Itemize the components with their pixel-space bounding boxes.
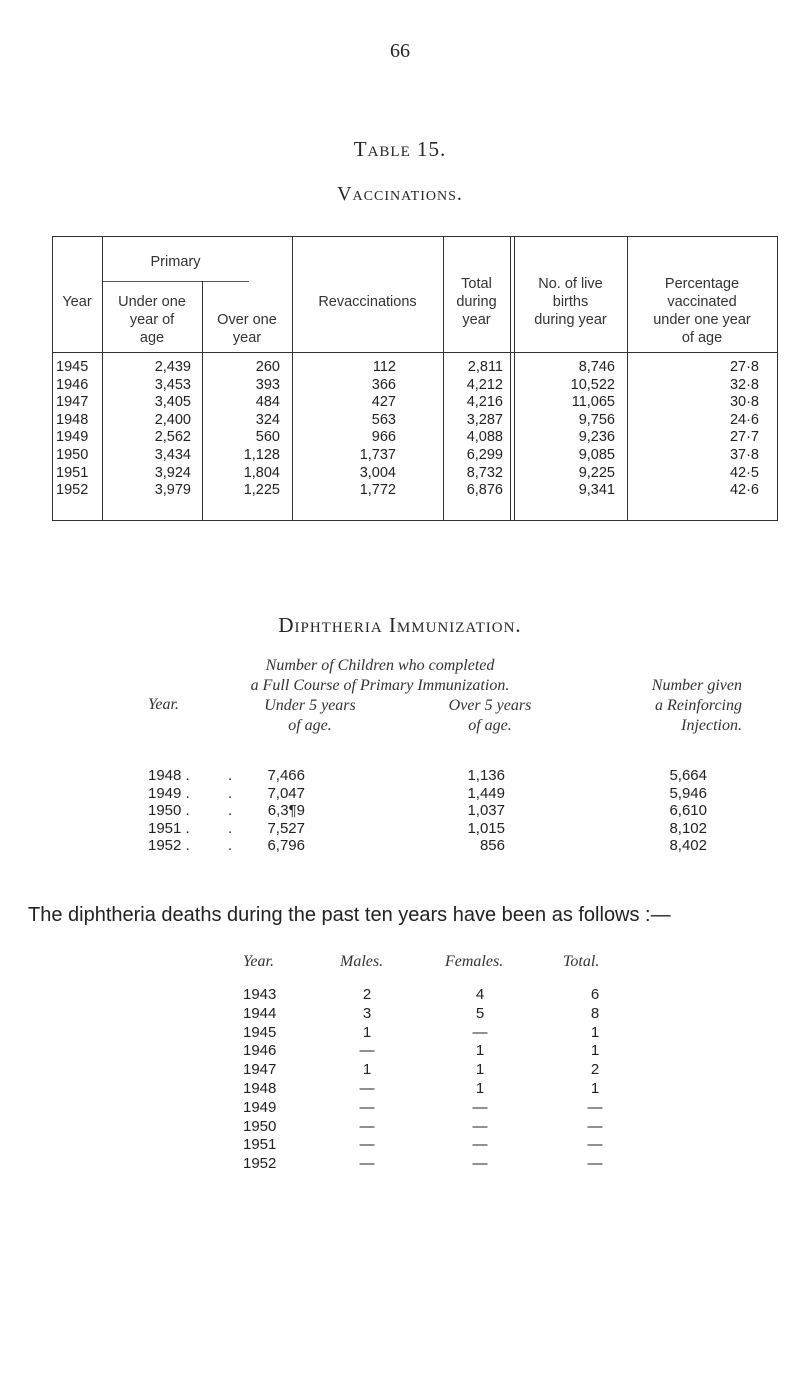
death-cell-males: 2: [362, 986, 372, 1003]
cell-over-one: 393: [255, 376, 280, 393]
death-cell-total: 1: [590, 1023, 600, 1041]
header-line: Over one: [217, 312, 277, 328]
heading-line: a Full Course of Primary Immunization.: [250, 677, 510, 694]
diph-cell-under5: 6,3¶9: [267, 802, 305, 820]
heading-line: Injection.: [681, 717, 742, 734]
cell-revaccinations: 1,737: [359, 447, 396, 463]
death-cell-year: 1948: [243, 1080, 277, 1097]
header-line: age: [139, 330, 165, 346]
death-cell-males: —: [359, 1117, 375, 1135]
diphtheria-col-reinforcing: [592, 676, 742, 736]
cell-over-one: 1,225: [243, 482, 280, 499]
cell-year: 1945: [56, 359, 89, 375]
cell-percentage: 42·5: [729, 464, 759, 481]
cell-percentage: 30·8: [729, 394, 759, 411]
col-line: [52, 236, 53, 521]
diph-cell-year: 1948 .: [148, 767, 190, 784]
diph-cell-dot: .: [228, 784, 233, 802]
cell-births: 9,225: [578, 464, 615, 481]
death-cell-total: 2: [590, 1061, 600, 1079]
deaths-col-year: Year.: [243, 953, 274, 970]
death-cell-total: 1: [590, 1080, 600, 1097]
col-line: [777, 236, 778, 521]
diph-cell-year: 1951 .: [148, 819, 190, 837]
death-cell-year: 1947: [243, 1061, 277, 1079]
header-line: under one year: [653, 312, 751, 328]
cell-over-one: 260: [255, 359, 280, 375]
heading-line: a Reinforcing: [655, 697, 742, 714]
cell-births: 9,085: [578, 447, 615, 463]
diph-cell-under5: 7,466: [267, 767, 305, 784]
cell-year: 1948: [56, 411, 89, 428]
header-line: year: [232, 330, 262, 346]
cell-percentage: 42·6: [729, 482, 759, 499]
cell-percentage: 27·7: [729, 429, 759, 446]
diph-cell-over5: 1,015: [467, 819, 505, 837]
death-cell-females: 1: [475, 1080, 485, 1097]
page-number: 66: [390, 40, 410, 62]
diphtheria-group-heading: [180, 656, 580, 696]
death-cell-males: 1: [362, 1061, 372, 1079]
diph-cell-year: 1950 .: [148, 802, 190, 820]
cell-under-one: 3,979: [154, 482, 191, 499]
table-title: Table 15.: [353, 137, 447, 161]
diph-cell-reinforcing: 5,946: [669, 784, 707, 802]
cell-revaccinations: 112: [372, 359, 396, 375]
cell-births: 8,746: [578, 359, 615, 375]
table-border-bottom: [52, 520, 778, 521]
header-line: Under one: [118, 294, 186, 310]
death-cell-year: 1949: [243, 1098, 277, 1116]
cell-percentage: 37·8: [729, 447, 759, 463]
death-cell-females: 5: [475, 1004, 485, 1022]
header-line: of age: [681, 330, 723, 346]
death-cell-females: —: [472, 1023, 488, 1041]
death-cell-females: 1: [475, 1061, 485, 1079]
cell-over-one: 484: [255, 394, 280, 411]
death-cell-total: 8: [590, 1004, 600, 1022]
cell-year: 1949: [56, 429, 89, 446]
header-line: year of: [129, 312, 175, 328]
cell-under-one: 3,434: [154, 447, 191, 463]
header-percentage: [627, 275, 777, 347]
cell-total: 3,287: [466, 411, 503, 428]
col-line: [510, 236, 511, 521]
diph-cell-under5: 7,047: [267, 784, 305, 802]
death-cell-males: —: [359, 1136, 375, 1154]
deaths-col-females: Females.: [445, 953, 504, 970]
death-cell-females: —: [472, 1098, 488, 1116]
cell-year: 1950: [56, 447, 89, 463]
header-year: Year: [62, 294, 92, 310]
cell-total: 4,212: [466, 376, 503, 393]
cell-percentage: 27·8: [729, 359, 759, 375]
diph-cell-reinforcing: 8,102: [669, 819, 707, 837]
deaths-col-males: Males.: [340, 953, 384, 970]
cell-births: 11,065: [571, 394, 615, 411]
header-line: Percentage: [664, 276, 740, 292]
cell-revaccinations: 3,004: [359, 464, 396, 481]
diph-cell-under5: 7,527: [267, 819, 305, 837]
cell-births: 9,341: [578, 482, 615, 499]
cell-over-one: 1,128: [243, 447, 280, 463]
death-cell-total: —: [587, 1117, 603, 1135]
cell-over-one: 1,804: [243, 464, 280, 481]
deaths-col-total: Total.: [563, 953, 600, 970]
death-cell-total: —: [587, 1136, 603, 1154]
header-under-one: [102, 293, 202, 347]
death-cell-males: —: [359, 1098, 375, 1116]
heading-line: Over 5 years: [448, 697, 532, 714]
cell-total: 6,876: [466, 482, 503, 499]
diph-cell-year: 1952 .: [148, 837, 190, 855]
cell-year: 1947: [56, 394, 89, 411]
header-line: Total: [461, 276, 492, 292]
cell-revaccinations: 366: [371, 376, 396, 393]
death-cell-males: 3: [362, 1004, 372, 1022]
death-cell-year: 1952: [243, 1155, 277, 1173]
diph-cell-dot: .: [228, 802, 233, 820]
death-cell-males: 1: [362, 1023, 372, 1041]
death-cell-females: —: [472, 1155, 488, 1173]
diph-cell-reinforcing: 5,664: [669, 767, 707, 784]
death-cell-males: —: [359, 1080, 375, 1097]
diph-cell-over5: 856: [479, 837, 505, 855]
death-cell-total: —: [587, 1098, 603, 1116]
cell-revaccinations: 966: [371, 429, 396, 446]
header-revaccinations: Revaccinations: [318, 294, 417, 310]
death-cell-total: 6: [590, 986, 600, 1003]
heading-line: of age.: [468, 717, 512, 734]
cell-total: 8,732: [466, 464, 503, 481]
header-primary: Primary: [150, 254, 201, 270]
death-cell-females: —: [472, 1136, 488, 1154]
cell-under-one: 2,400: [154, 411, 191, 428]
death-cell-year: 1944: [243, 1004, 277, 1022]
primary-divider: [102, 281, 249, 282]
cell-revaccinations: 427: [371, 394, 396, 411]
cell-under-one: 3,405: [154, 394, 191, 411]
death-cell-females: 4: [475, 986, 485, 1003]
heading-line: Number given: [651, 677, 742, 694]
header-live-births: [514, 275, 627, 329]
diph-cell-over5: 1,037: [467, 802, 505, 820]
diphtheria-col-over5: [430, 696, 550, 736]
header-line: year: [462, 312, 491, 328]
header-over-one: [202, 311, 292, 347]
cell-percentage: 24·6: [729, 411, 759, 428]
header-line: during: [456, 294, 497, 310]
cell-total: 4,088: [466, 429, 503, 446]
diph-cell-dot: .: [228, 819, 233, 837]
cell-under-one: 3,924: [154, 464, 191, 481]
death-cell-females: 1: [475, 1042, 485, 1060]
diph-cell-dot: .: [228, 837, 233, 855]
cell-births: 9,756: [578, 411, 615, 428]
diph-cell-reinforcing: 6,610: [669, 802, 707, 820]
cell-year: 1951: [56, 464, 89, 481]
header-divider: [52, 352, 778, 353]
table-border-top: [52, 236, 778, 237]
cell-year: 1946: [56, 376, 89, 393]
cell-revaccinations: 563: [371, 411, 396, 428]
header-line: No. of live: [538, 276, 603, 292]
death-cell-males: —: [359, 1155, 375, 1173]
diph-cell-year: 1949 .: [148, 784, 190, 802]
death-cell-year: 1950: [243, 1117, 277, 1135]
deaths-sentence: The diphtheria deaths during the past ten years have been as follows :—: [28, 904, 671, 926]
death-cell-year: 1943: [243, 986, 277, 1003]
diph-cell-over5: 1,136: [467, 767, 505, 784]
diphtheria-col-under5: [245, 696, 375, 736]
header-total: [443, 275, 510, 329]
death-cell-total: —: [587, 1155, 603, 1173]
cell-total: 4,216: [466, 394, 503, 411]
diph-cell-under5: 6,796: [267, 837, 305, 855]
cell-under-one: 2,562: [154, 429, 191, 446]
cell-percentage: 32·8: [729, 376, 759, 393]
death-cell-females: —: [472, 1117, 488, 1135]
table-subtitle: Vaccinations.: [337, 183, 463, 205]
death-cell-year: 1945: [243, 1023, 277, 1041]
header-line: births: [552, 294, 589, 310]
death-cell-year: 1951: [243, 1136, 277, 1154]
cell-births: 10,522: [570, 376, 615, 393]
cell-over-one: 324: [255, 411, 280, 428]
vaccinations-table: [52, 236, 778, 521]
heading-line: of age.: [288, 717, 332, 734]
cell-over-one: 560: [255, 429, 280, 446]
death-cell-total: 1: [590, 1042, 600, 1060]
diphtheria-col-year: Year.: [148, 696, 179, 713]
cell-revaccinations: 1,772: [359, 482, 396, 499]
heading-line: Number of Children who completed: [265, 657, 495, 674]
heading-line: Under 5 years: [264, 697, 356, 714]
cell-births: 9,236: [578, 429, 615, 446]
diph-cell-over5: 1,449: [467, 784, 505, 802]
death-cell-year: 1946: [243, 1042, 277, 1060]
cell-total: 6,299: [466, 447, 503, 463]
cell-year: 1952: [56, 482, 89, 499]
diph-cell-dot: .: [228, 767, 233, 784]
cell-under-one: 2,439: [154, 359, 191, 375]
header-line: during year: [534, 312, 607, 328]
death-cell-males: —: [359, 1042, 375, 1060]
cell-total: 2,811: [467, 359, 503, 375]
diph-cell-reinforcing: 8,402: [669, 837, 707, 855]
diphtheria-title: Diphtheria Immunization.: [278, 613, 522, 637]
header-line: vaccinated: [667, 294, 737, 310]
cell-under-one: 3,453: [154, 376, 191, 393]
